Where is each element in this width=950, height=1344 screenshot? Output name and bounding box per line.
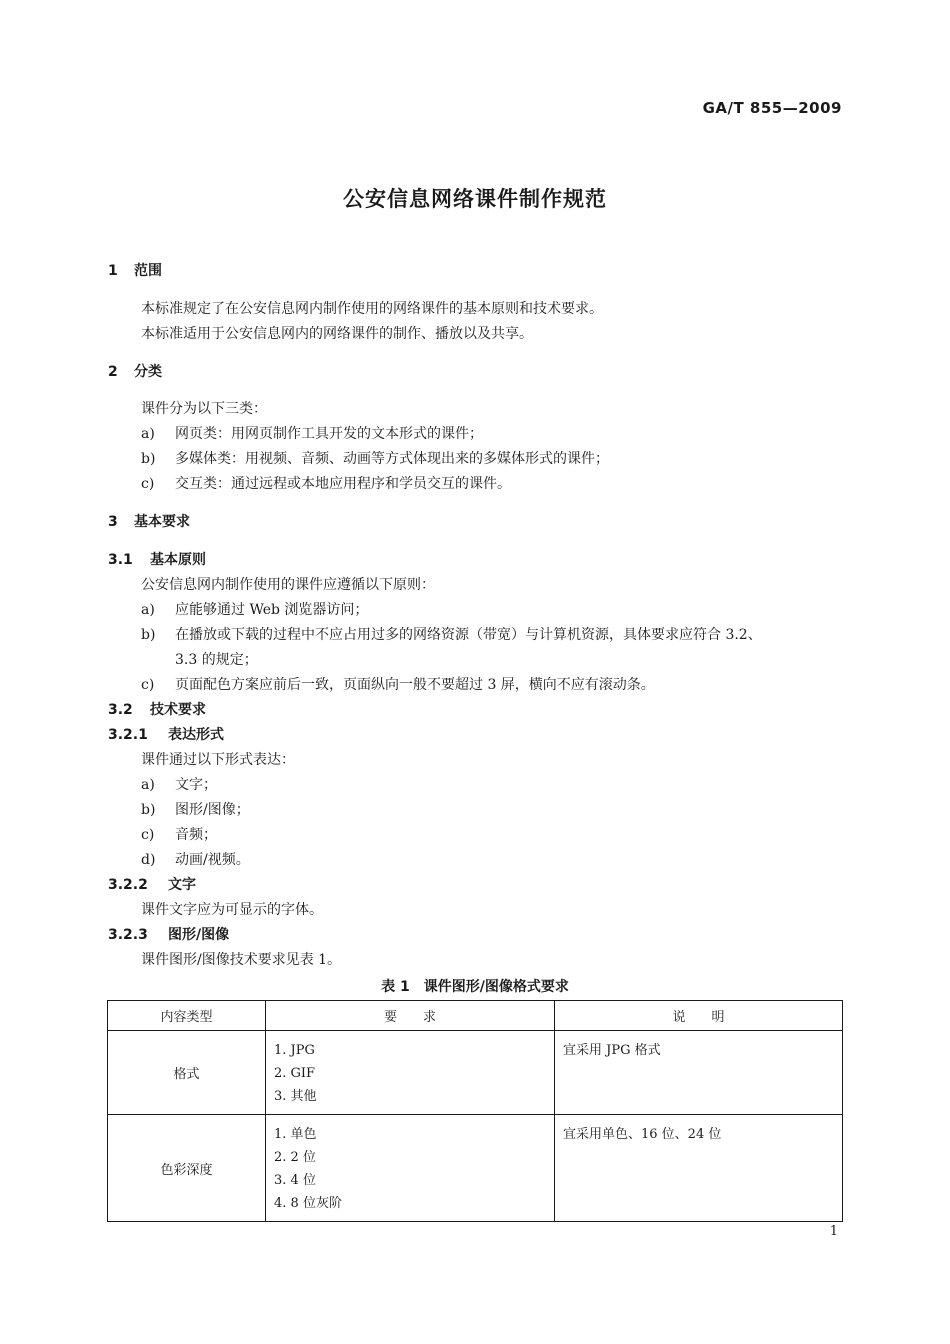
table-cell-requirements [266, 1115, 555, 1222]
section-number: 3.2 [108, 702, 133, 718]
section-2-heading [108, 361, 162, 381]
list-item [141, 774, 217, 794]
requirement-item: 1. JPG [274, 1043, 315, 1058]
list-marker: a) [141, 426, 155, 442]
list-item-continuation: 3.3 的规定； [175, 652, 258, 668]
list-marker: d) [141, 852, 156, 868]
list-marker: a) [141, 602, 155, 618]
list-text: 网页类：用网页制作工具开发的文本形式的课件； [175, 426, 483, 442]
section-title: 文字 [168, 877, 196, 893]
subsection-3-1-heading [108, 549, 206, 569]
section-title: 基本原则 [150, 552, 206, 568]
section-title: 基本要求 [134, 514, 190, 530]
note-text: 宜采用单色、16 位、24 位 [563, 1127, 722, 1142]
column-header: 内容类型 [108, 1001, 266, 1031]
paragraph: 课件文字应为可显示的字体。 [141, 902, 323, 918]
section-number: 3.1 [108, 552, 133, 568]
requirement-item: 2. GIF [274, 1066, 316, 1081]
table-cell-requirements [266, 1031, 555, 1115]
section-title: 表达形式 [168, 727, 224, 743]
requirement-item: 4. 8 位灰阶 [274, 1196, 342, 1211]
subsection-3-2-2-heading [108, 874, 196, 894]
section-1-heading [108, 260, 162, 280]
section-title: 图形/图像 [168, 927, 230, 943]
table-row [108, 1115, 843, 1222]
page-number: 1 [829, 1224, 838, 1239]
paragraph: 课件通过以下形式表达： [141, 752, 295, 768]
paragraph: 课件图形/图像技术要求见表 1。 [141, 952, 342, 968]
list-marker: b) [141, 802, 156, 818]
table-header-row [108, 1001, 843, 1031]
list-item [141, 849, 250, 869]
section-number: 3 [108, 514, 118, 530]
column-header: 说 明 [555, 1001, 843, 1031]
subsection-3-2-1-heading [108, 724, 224, 744]
document-title: 公安信息网络课件制作规范 [343, 187, 607, 211]
list-marker: c) [141, 677, 155, 693]
paragraph: 本标准规定了在公安信息网内制作使用的网络课件的基本原则和技术要求。 [141, 301, 603, 317]
list-item [141, 448, 609, 468]
subsection-3-2-heading [108, 699, 206, 719]
list-item [141, 624, 762, 644]
table-cell-note [555, 1031, 843, 1115]
section-number: 3.2.2 [108, 877, 148, 893]
requirement-item: 3. 其他 [274, 1089, 317, 1104]
list-marker: a) [141, 777, 155, 793]
section-title: 技术要求 [150, 702, 206, 718]
paragraph: 公安信息网内制作使用的课件应遵循以下原则： [141, 577, 435, 593]
table-row [108, 1031, 843, 1115]
list-marker: c) [141, 476, 155, 492]
table-caption: 表 1 课件图形/图像格式要求 [381, 979, 569, 995]
section-title: 范围 [134, 263, 162, 279]
list-item [141, 799, 250, 819]
section-number: 3.2.3 [108, 927, 148, 943]
section-number: 2 [108, 364, 118, 380]
section-number: 3.2.1 [108, 727, 148, 743]
list-marker: c) [141, 827, 155, 843]
list-marker: b) [141, 627, 156, 643]
paragraph: 课件分为以下三类： [141, 401, 267, 417]
section-number: 1 [108, 263, 118, 279]
list-item [141, 599, 368, 619]
list-text: 文字； [175, 777, 217, 793]
list-text: 图形/图像； [175, 802, 250, 818]
standard-number: GA/T 855—2009 [702, 99, 842, 117]
list-item [141, 824, 217, 844]
spec-table [107, 1000, 843, 1222]
list-text: 动画/视频。 [175, 852, 250, 868]
section-3-heading [108, 511, 190, 531]
list-text: 多媒体类：用视频、音频、动画等方式体现出来的多媒体形式的课件； [175, 451, 609, 467]
note-text: 宜采用 JPG 格式 [563, 1043, 661, 1058]
list-text: 音频； [175, 827, 217, 843]
list-item [141, 473, 511, 493]
list-item [141, 674, 655, 694]
list-text: 交互类：通过远程或本地应用程序和学员交互的课件。 [175, 476, 511, 492]
list-text: 页面配色方案应前后一致，页面纵向一般不要超过 3 屏，横向不应有滚动条。 [175, 677, 655, 693]
requirement-item: 2. 2 位 [274, 1150, 316, 1165]
list-text: 在播放或下载的过程中不应占用过多的网络资源（带宽）与计算机资源，具体要求应符合 3.2、 [175, 627, 762, 643]
list-item [141, 423, 483, 443]
table-cell-type: 色彩深度 [108, 1115, 266, 1222]
requirement-item: 1. 单色 [274, 1127, 317, 1142]
subsection-3-2-3-heading [108, 924, 229, 944]
column-header: 要 求 [266, 1001, 555, 1031]
section-title: 分类 [134, 364, 162, 380]
table-cell-type: 格式 [108, 1031, 266, 1115]
table-cell-note [555, 1115, 843, 1222]
list-marker: b) [141, 451, 156, 467]
list-text: 应能够通过 Web 浏览器访问； [175, 602, 369, 618]
requirement-item: 3. 4 位 [274, 1173, 316, 1188]
paragraph: 本标准适用于公安信息网内的网络课件的制作、播放以及共享。 [141, 326, 533, 342]
